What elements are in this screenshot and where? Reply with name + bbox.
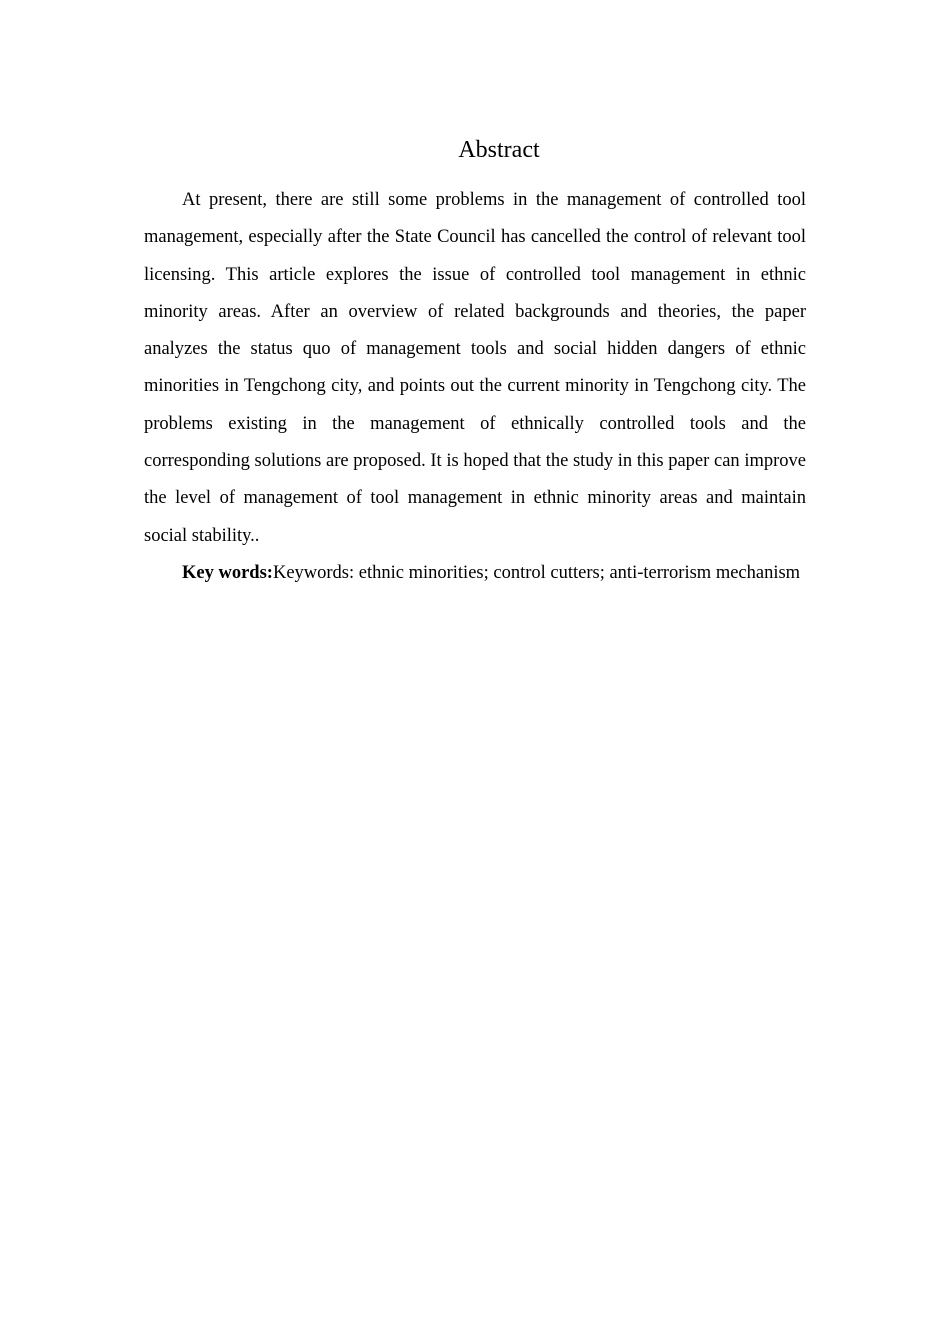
abstract-paragraph: At present, there are still some problems in the management of controlled tool management, especially after the State Council has cancelled the control of relevant tool licensing. This article explores the issue of controlled tool management in ethnic minority areas. After an overview of related backgrounds and theories, the paper analyzes the status quo of management tools and social hidden dangers of ethnic minorities in Tengchong city, and points out the current minority in Tengchong city. The problems existing in the management of ethnically controlled tools and the corresponding solutions are proposed. It is hoped that the study in this paper can improve the level of management of tool management in ethnic minority areas and maintain social stability.. <box>144 190 806 546</box>
keywords-label: Key words: <box>182 563 273 583</box>
keywords-paragraph <box>144 555 806 592</box>
keywords-text: Keywords: ethnic minorities; control cutters; anti-terrorism mechanism <box>272 563 801 583</box>
abstract-heading: Abstract <box>458 137 540 163</box>
